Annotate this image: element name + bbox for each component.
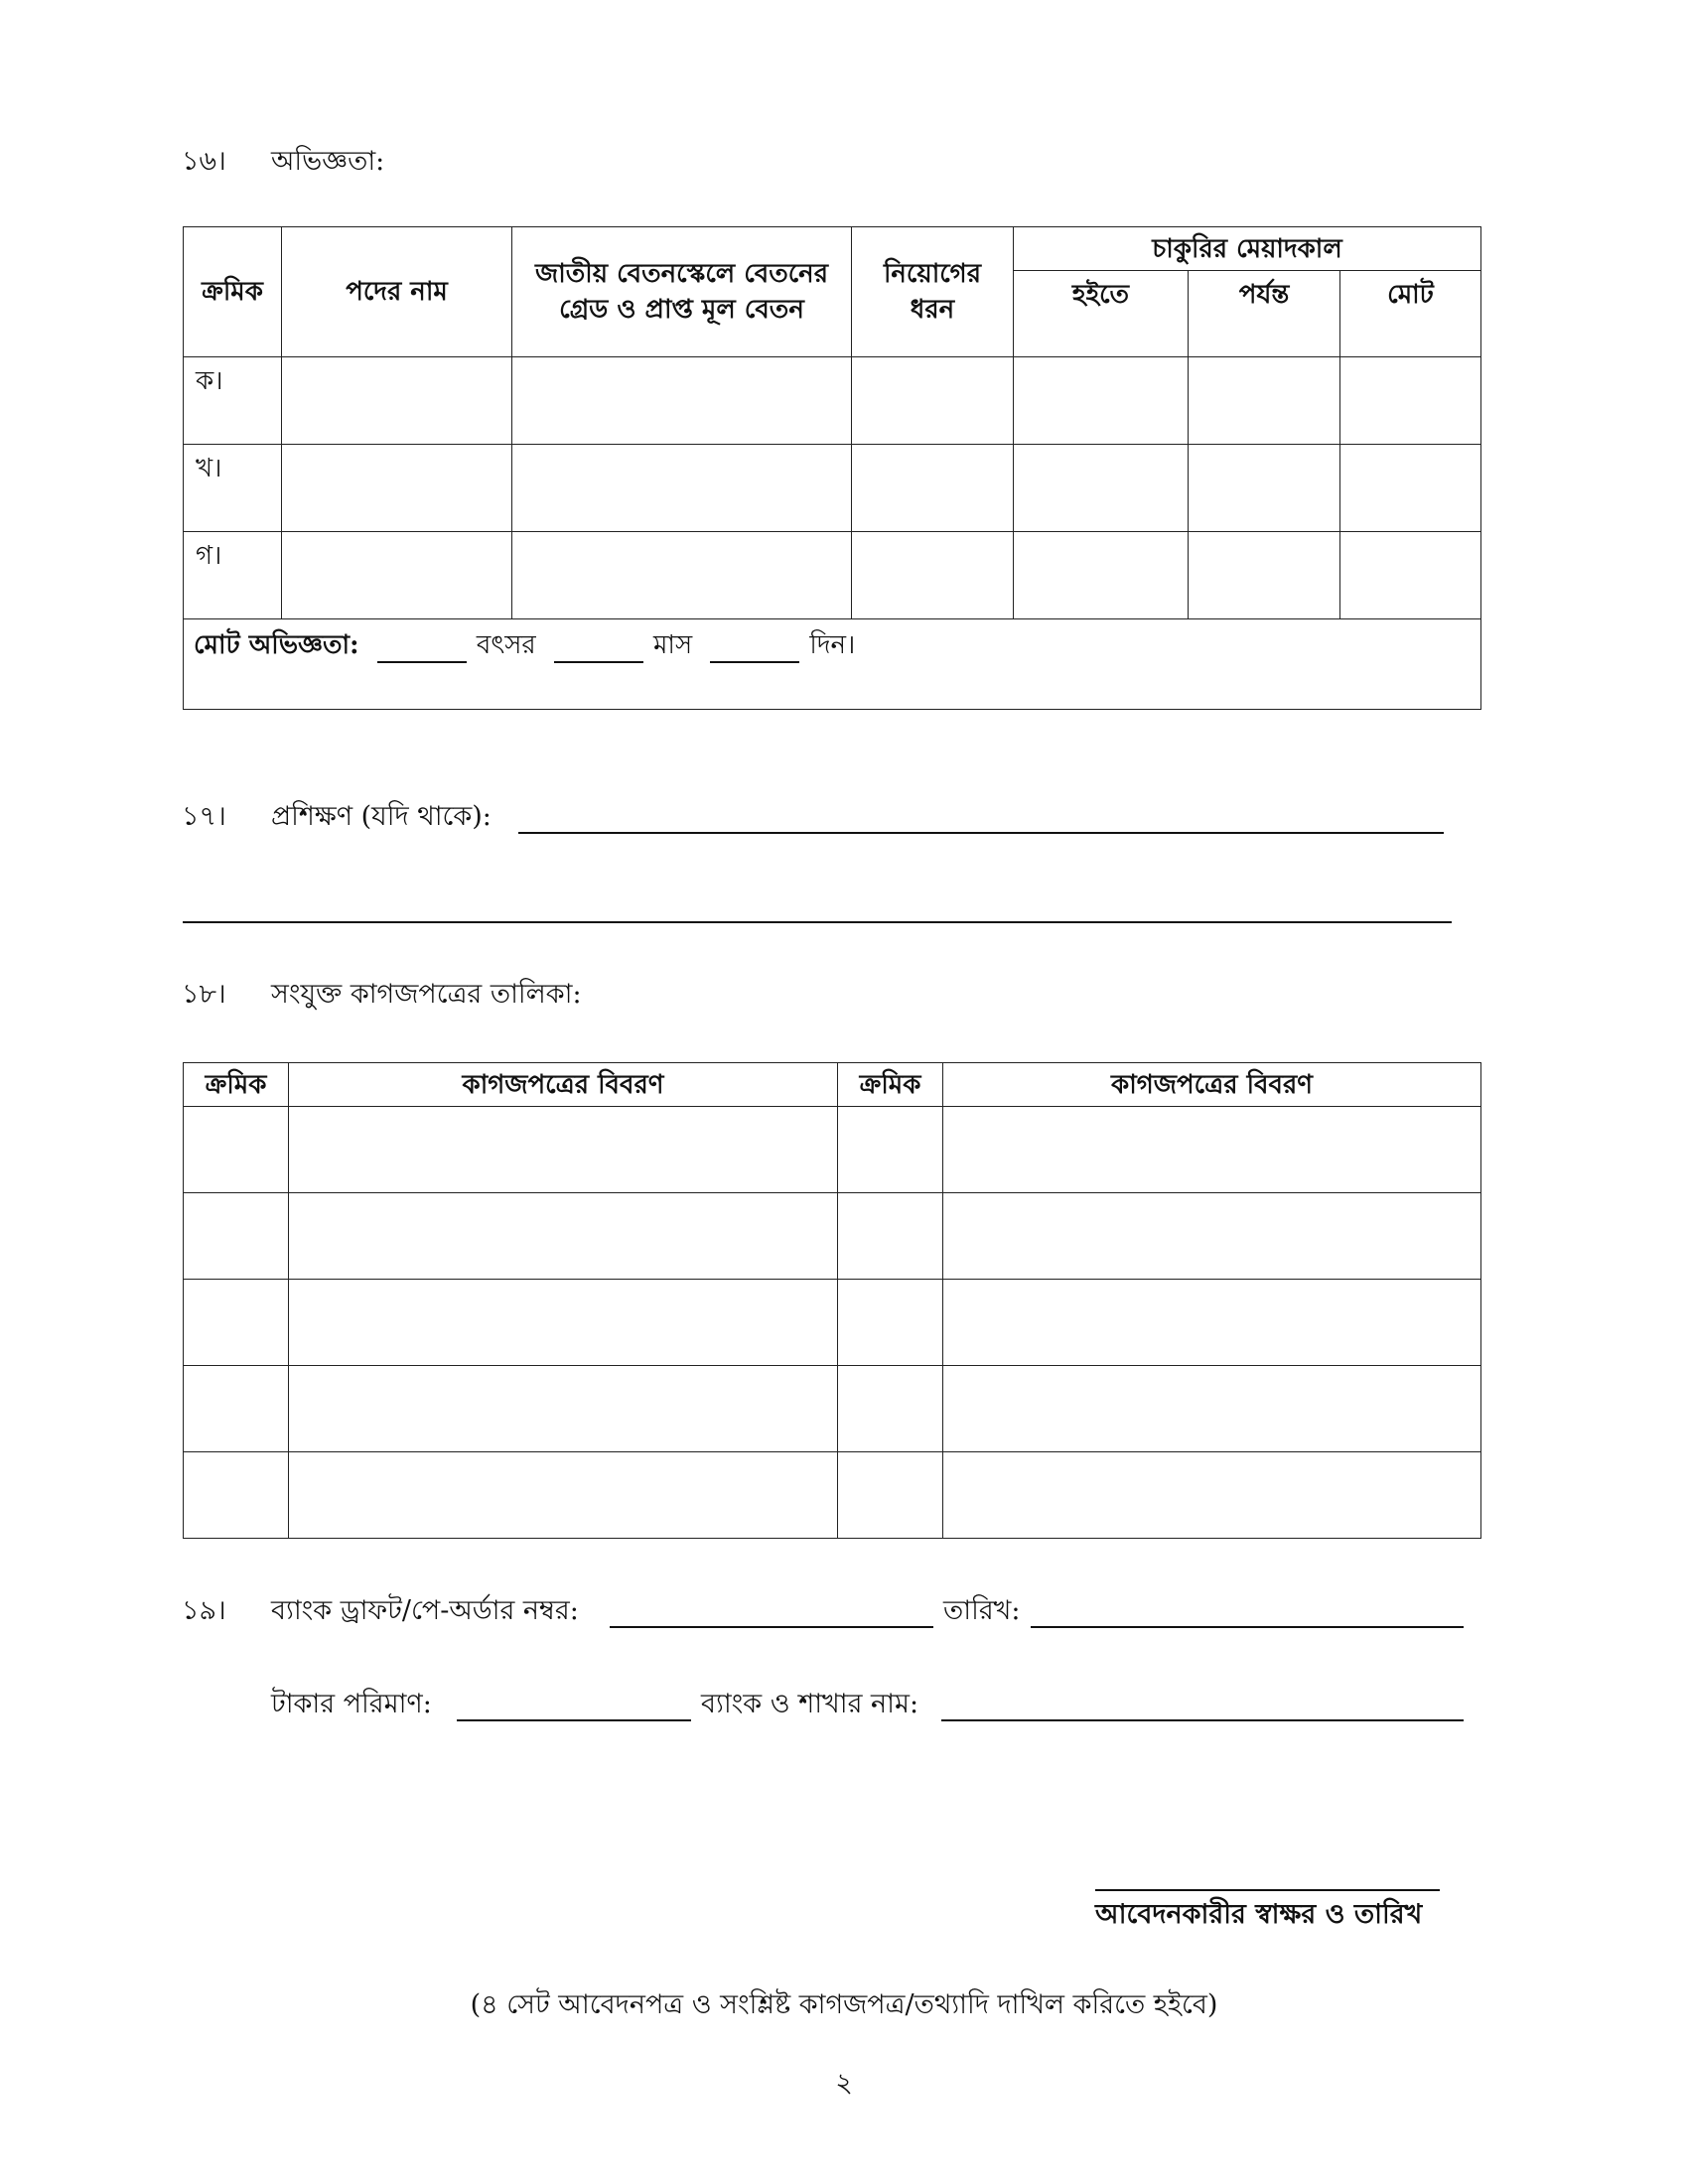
- years-field[interactable]: [377, 631, 467, 663]
- to-cell[interactable]: [1189, 357, 1340, 445]
- days-label: দিন।: [809, 630, 856, 660]
- date-label: তারিখ:: [943, 1595, 1021, 1626]
- header-from: হইতে: [1014, 271, 1189, 357]
- section-number: ১৮।: [182, 979, 226, 1010]
- post-name-cell[interactable]: [282, 532, 512, 619]
- description-cell[interactable]: [289, 1452, 838, 1539]
- signature-label: আবেদনকারীর স্বাক্ষর ও তারিখ: [1095, 1899, 1423, 1930]
- serial-cell[interactable]: [838, 1280, 943, 1366]
- description-cell[interactable]: [289, 1280, 838, 1366]
- description-cell[interactable]: [943, 1193, 1481, 1280]
- post-name-cell[interactable]: [282, 357, 512, 445]
- table-row: [184, 1107, 1481, 1193]
- type-cell[interactable]: [852, 445, 1014, 532]
- header-serial: ক্রমিক: [184, 1063, 289, 1107]
- table-row: [184, 1452, 1481, 1539]
- row-label: খ।: [184, 445, 282, 532]
- to-cell[interactable]: [1189, 445, 1340, 532]
- page-number: ২: [835, 2068, 853, 2099]
- bank-branch-label: ব্যাংক ও শাখার নাম:: [701, 1689, 919, 1719]
- table-row: [184, 532, 1481, 619]
- years-label: বৎসর: [476, 630, 536, 660]
- serial-cell[interactable]: [838, 1107, 943, 1193]
- section-number: ১৬।: [182, 146, 226, 177]
- serial-cell[interactable]: [838, 1452, 943, 1539]
- section-title: সংযুক্ত কাগজপত্রের তালিকা:: [271, 979, 582, 1010]
- post-name-cell[interactable]: [282, 445, 512, 532]
- serial-cell[interactable]: [838, 1366, 943, 1452]
- section-16-heading: [182, 145, 384, 179]
- grade-cell[interactable]: [512, 532, 852, 619]
- description-cell[interactable]: [943, 1107, 1481, 1193]
- header-serial: ক্রমিক: [184, 227, 282, 357]
- submission-note: (৪ সেট আবেদনপত্র ও সংশ্লিষ্ট কাগজপত্র/তথ্যাদি দাখিল করিতে হইবে): [470, 1989, 1218, 2020]
- total-cell[interactable]: [1340, 445, 1481, 532]
- training-line-1[interactable]: [518, 832, 1444, 834]
- table-row: [184, 1280, 1481, 1366]
- days-field[interactable]: [710, 631, 799, 663]
- signature-line[interactable]: [1095, 1889, 1440, 1891]
- description-cell[interactable]: [289, 1193, 838, 1280]
- section-number: ১৭।: [182, 801, 226, 832]
- from-cell[interactable]: [1014, 532, 1189, 619]
- from-cell[interactable]: [1014, 445, 1189, 532]
- total-experience-label: মোট অভিজ্ঞতা:: [194, 630, 359, 660]
- serial-cell[interactable]: [184, 1452, 289, 1539]
- section-17-heading: [182, 800, 492, 834]
- to-cell[interactable]: [1189, 532, 1340, 619]
- serial-cell[interactable]: [838, 1193, 943, 1280]
- grade-cell[interactable]: [512, 445, 852, 532]
- description-cell[interactable]: [289, 1366, 838, 1452]
- table-row: [184, 357, 1481, 445]
- row-label: ক।: [184, 357, 282, 445]
- from-cell[interactable]: [1014, 357, 1189, 445]
- serial-cell[interactable]: [184, 1193, 289, 1280]
- total-cell[interactable]: [1340, 357, 1481, 445]
- description-cell[interactable]: [289, 1107, 838, 1193]
- header-document-description: কাগজপত্রের বিবরণ: [289, 1063, 838, 1107]
- months-field[interactable]: [554, 631, 643, 663]
- section-18-heading: [182, 978, 582, 1012]
- amount-label: টাকার পরিমাণ:: [271, 1689, 432, 1719]
- amount-field[interactable]: [457, 1719, 691, 1721]
- header-total: মোট: [1340, 271, 1481, 357]
- header-pay-grade: জাতীয় বেতনস্কেলে বেতনের গ্রেড ও প্রাপ্ত মূল বেতন: [512, 227, 852, 357]
- table-row: [184, 445, 1481, 532]
- total-experience-row: [184, 619, 1481, 710]
- experience-table: [183, 226, 1481, 710]
- row-label: গ।: [184, 532, 282, 619]
- date-field[interactable]: [1031, 1626, 1464, 1628]
- section-title: প্রশিক্ষণ (যদি থাকে):: [271, 801, 492, 832]
- description-cell[interactable]: [943, 1452, 1481, 1539]
- months-label: মাস: [653, 630, 693, 660]
- training-line-2[interactable]: [183, 921, 1452, 923]
- section-number: ১৯।: [182, 1595, 226, 1626]
- description-cell[interactable]: [943, 1366, 1481, 1452]
- header-serial: ক্রমিক: [838, 1063, 943, 1107]
- bank-draft-label: ব্যাংক ড্রাফট/পে-অর্ডার নম্বর:: [271, 1595, 579, 1626]
- total-cell[interactable]: [1340, 532, 1481, 619]
- table-row: [184, 1366, 1481, 1452]
- header-appointment-type: নিয়োগের ধরন: [852, 227, 1014, 357]
- header-document-description: কাগজপত্রের বিবরণ: [943, 1063, 1481, 1107]
- serial-cell[interactable]: [184, 1107, 289, 1193]
- bank-draft-number-field[interactable]: [610, 1626, 933, 1628]
- grade-cell[interactable]: [512, 357, 852, 445]
- description-cell[interactable]: [943, 1280, 1481, 1366]
- header-post-name: পদের নাম: [282, 227, 512, 357]
- section-19-heading: [182, 1594, 579, 1628]
- documents-table: [183, 1062, 1481, 1539]
- type-cell[interactable]: [852, 357, 1014, 445]
- header-to: পর্যন্ত: [1189, 271, 1340, 357]
- table-row: [184, 1193, 1481, 1280]
- header-service-period: চাকুরির মেয়াদকাল: [1014, 227, 1481, 271]
- serial-cell[interactable]: [184, 1280, 289, 1366]
- bank-branch-field[interactable]: [941, 1719, 1464, 1721]
- serial-cell[interactable]: [184, 1366, 289, 1452]
- type-cell[interactable]: [852, 532, 1014, 619]
- section-title: অভিজ্ঞতা:: [271, 146, 385, 177]
